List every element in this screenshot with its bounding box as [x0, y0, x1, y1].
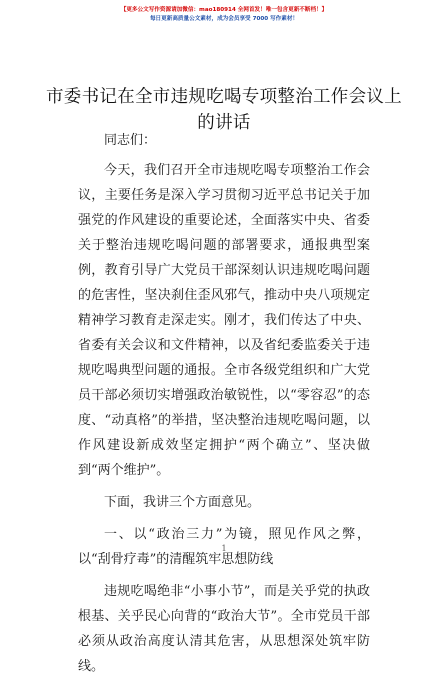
- page-number: 1: [221, 544, 227, 553]
- paragraph-intro: 今天，我们召开全市违规吃喝专项整治工作会议，主要任务是深入学习贯彻习近平总书记关于加强党的作风建设的重要论述，全面落实中央、省委关于整治违规吃喝问题的部署要求，通报典型案例，教育引导广大党员干部深刻认识违规吃喝问题的危害性，坚决刹住歪风邪气，推动中央八项规定精神学习教育走深走实。刚才，我们传达了中央、省委有关会议和文件精神，以及省纪委监委关于违规吃喝典型问题的通报。全市各级党组织和广大党员干部必须切实增强政治敏锐性，以“零容忍”的态度、“动真格”的举措，坚决整治违规吃喝问题，以作风建设新成效坚定拥护“两个确立”、坚决做到“两个维护”。: [78, 163, 370, 478]
- promo-banner: [0, 6, 448, 24]
- paragraph-section-1: 违规吃喝绝非“小事小节”，而是关乎党的执政根基、关乎民心向背的“政治大节”。全市党员干部必须从政治高度认清其危害，从思想深处筑牢防线。: [78, 584, 370, 674]
- document-body: [78, 128, 370, 686]
- promo-banner-line2: 每日更新高质量公文素材，成为会员享受 7000 写作素材！: [149, 16, 299, 22]
- paragraph-outline: 下面，我讲三个方面意见。: [104, 495, 261, 510]
- section-heading-1: 一、以“政治三力”为镜，照见作风之弊，以“刮骨疗毒”的清醒筑牢思想防线: [78, 527, 370, 567]
- document-title: 市委书记在全市违规吃喝专项整治工作会议上的讲话: [46, 87, 402, 133]
- salutation: 同志们：: [104, 133, 157, 148]
- promo-banner-line1: 【更多公文写作资源请加微信：mao180914 全网首发！唯一包含更新不断档！】: [120, 7, 328, 13]
